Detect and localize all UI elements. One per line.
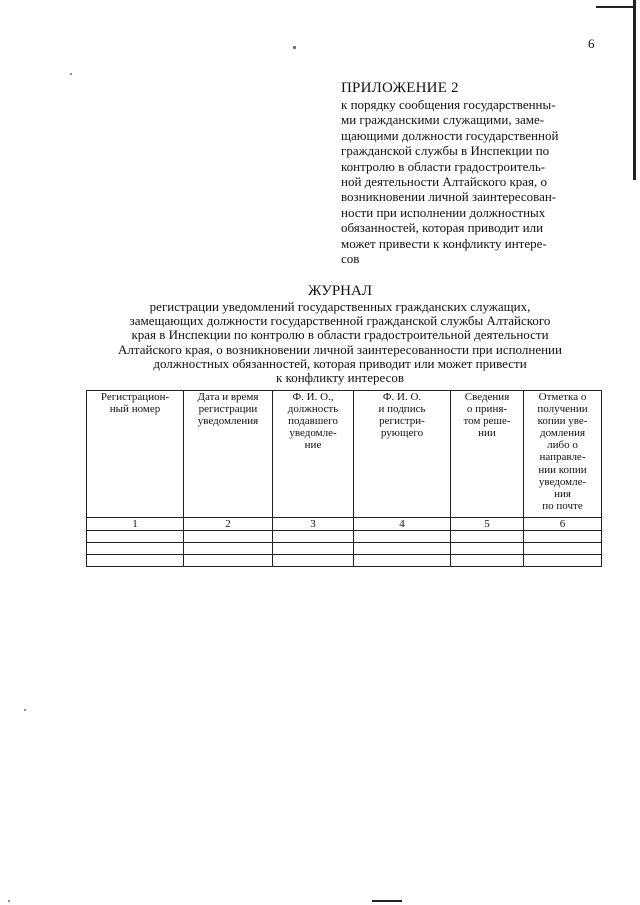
header-line: уведомле- xyxy=(538,475,587,488)
appendix-line: обязанностей, которая приводит или xyxy=(341,220,544,236)
header-copy-mark xyxy=(524,391,602,518)
header-line: Сведения xyxy=(464,391,510,403)
appendix-line: к порядку сообщения государственны- xyxy=(341,97,556,112)
journal-subtitle-line: края в Инспекции по контролю в области градостроительной деятельности xyxy=(131,327,549,343)
appendix-line: ности при исполнении должностных xyxy=(341,204,546,220)
journal-heading xyxy=(90,283,590,385)
page-number: 6 xyxy=(588,36,595,51)
appendix-line: контролю в области градостроитель- xyxy=(341,158,546,174)
header-decision xyxy=(451,391,524,518)
scan-speck xyxy=(293,46,296,49)
header-line: Дата и время xyxy=(197,391,259,403)
header-line: и подпись xyxy=(378,403,426,416)
header-line: уведомления xyxy=(197,415,259,428)
scan-speck xyxy=(8,900,10,902)
table-row xyxy=(87,555,602,567)
journal-subtitle-line: регистрации уведомлений государственных гражданских служащих, xyxy=(149,299,531,314)
journal-subtitle-line: к конфликту интересов xyxy=(276,370,404,386)
journal-title: ЖУРНАЛ xyxy=(307,283,373,299)
appendix-line: может привести к конфликту интере- xyxy=(341,235,547,251)
column-number: 4 xyxy=(354,518,451,531)
header-registration-number xyxy=(87,391,184,518)
header-line: получении xyxy=(537,403,588,416)
header-line: направле- xyxy=(539,451,586,464)
table-cell xyxy=(524,555,602,567)
header-line: Ф. И. О., xyxy=(292,391,334,403)
table-row xyxy=(87,531,602,543)
header-line: ние xyxy=(304,439,322,452)
table-cell xyxy=(354,543,451,555)
table-cell xyxy=(184,555,273,567)
appendix-line: гражданской службы в Инспекции по xyxy=(341,143,550,159)
column-number: 1 xyxy=(87,518,184,531)
table-cell xyxy=(273,543,354,555)
header-line: нии xyxy=(478,427,496,440)
header-line: копии уве- xyxy=(537,415,588,428)
table-cell xyxy=(273,555,354,567)
header-line: должность xyxy=(287,403,339,416)
header-submitter xyxy=(273,391,354,518)
scan-edge-mark xyxy=(633,0,636,180)
register-table xyxy=(86,390,602,567)
header-line: Отметка о xyxy=(538,391,587,403)
table-cell xyxy=(87,555,184,567)
table-cell xyxy=(184,531,273,543)
header-line: ния xyxy=(554,487,571,500)
table-cell xyxy=(87,531,184,543)
header-line: Ф. И. О. xyxy=(382,391,422,403)
column-number: 6 xyxy=(524,518,602,531)
table-cell xyxy=(524,531,602,543)
scan-speck xyxy=(70,73,72,75)
table-cell xyxy=(273,531,354,543)
table-cell xyxy=(451,543,524,555)
table-cell xyxy=(87,543,184,555)
appendix-line: щающими должности государственной xyxy=(341,127,559,143)
scan-speck xyxy=(24,709,26,711)
table-header-row xyxy=(87,391,602,518)
table-row xyxy=(87,543,602,555)
header-registration-date xyxy=(184,391,273,518)
appendix-line: ной деятельности Алтайского края, о xyxy=(341,174,548,190)
header-line: нии копии xyxy=(538,463,587,476)
header-line: подавшего xyxy=(288,415,338,428)
table-cell xyxy=(524,543,602,555)
header-registrar xyxy=(354,391,451,518)
table-cell xyxy=(451,531,524,543)
column-number: 5 xyxy=(451,518,524,531)
header-line: по почте xyxy=(542,499,583,512)
table-cell xyxy=(451,555,524,567)
footer-rule xyxy=(372,900,402,902)
journal-subtitle-line: должностных обязанностей, которая приводит или может привести xyxy=(153,355,527,371)
appendix-line: ми гражданскими служащими, заме- xyxy=(341,112,545,128)
appendix-title: ПРИЛОЖЕНИЕ 2 xyxy=(341,80,459,96)
column-number: 3 xyxy=(273,518,354,531)
header-line: о приня- xyxy=(466,403,508,416)
header-line: домления xyxy=(539,427,586,440)
appendix-line: сов xyxy=(341,251,360,267)
header-line: ный номер xyxy=(109,403,161,416)
table-cell xyxy=(354,555,451,567)
column-number: 2 xyxy=(184,518,273,531)
header-line: регистри- xyxy=(379,415,425,428)
header-line: уведомле- xyxy=(289,427,337,440)
header-line: том реше- xyxy=(463,415,511,428)
header-line: либо о xyxy=(547,439,578,452)
header-line: регистрации xyxy=(198,403,258,416)
table-cell xyxy=(354,531,451,543)
appendix-block xyxy=(341,80,601,266)
table-cell xyxy=(184,543,273,555)
column-number-row xyxy=(87,518,602,531)
header-line: рующего xyxy=(380,427,424,440)
scan-edge-mark xyxy=(596,6,636,8)
journal-subtitle-line: Алтайского края, о возникновении личной заинтересованности при исполнении xyxy=(118,341,562,357)
journal-subtitle-line: замещающих должности государственной гражданской службы Алтайского xyxy=(129,313,551,329)
appendix-line: возникновении личной заинтересован- xyxy=(341,189,557,205)
header-line: Регистрацион- xyxy=(100,391,170,403)
